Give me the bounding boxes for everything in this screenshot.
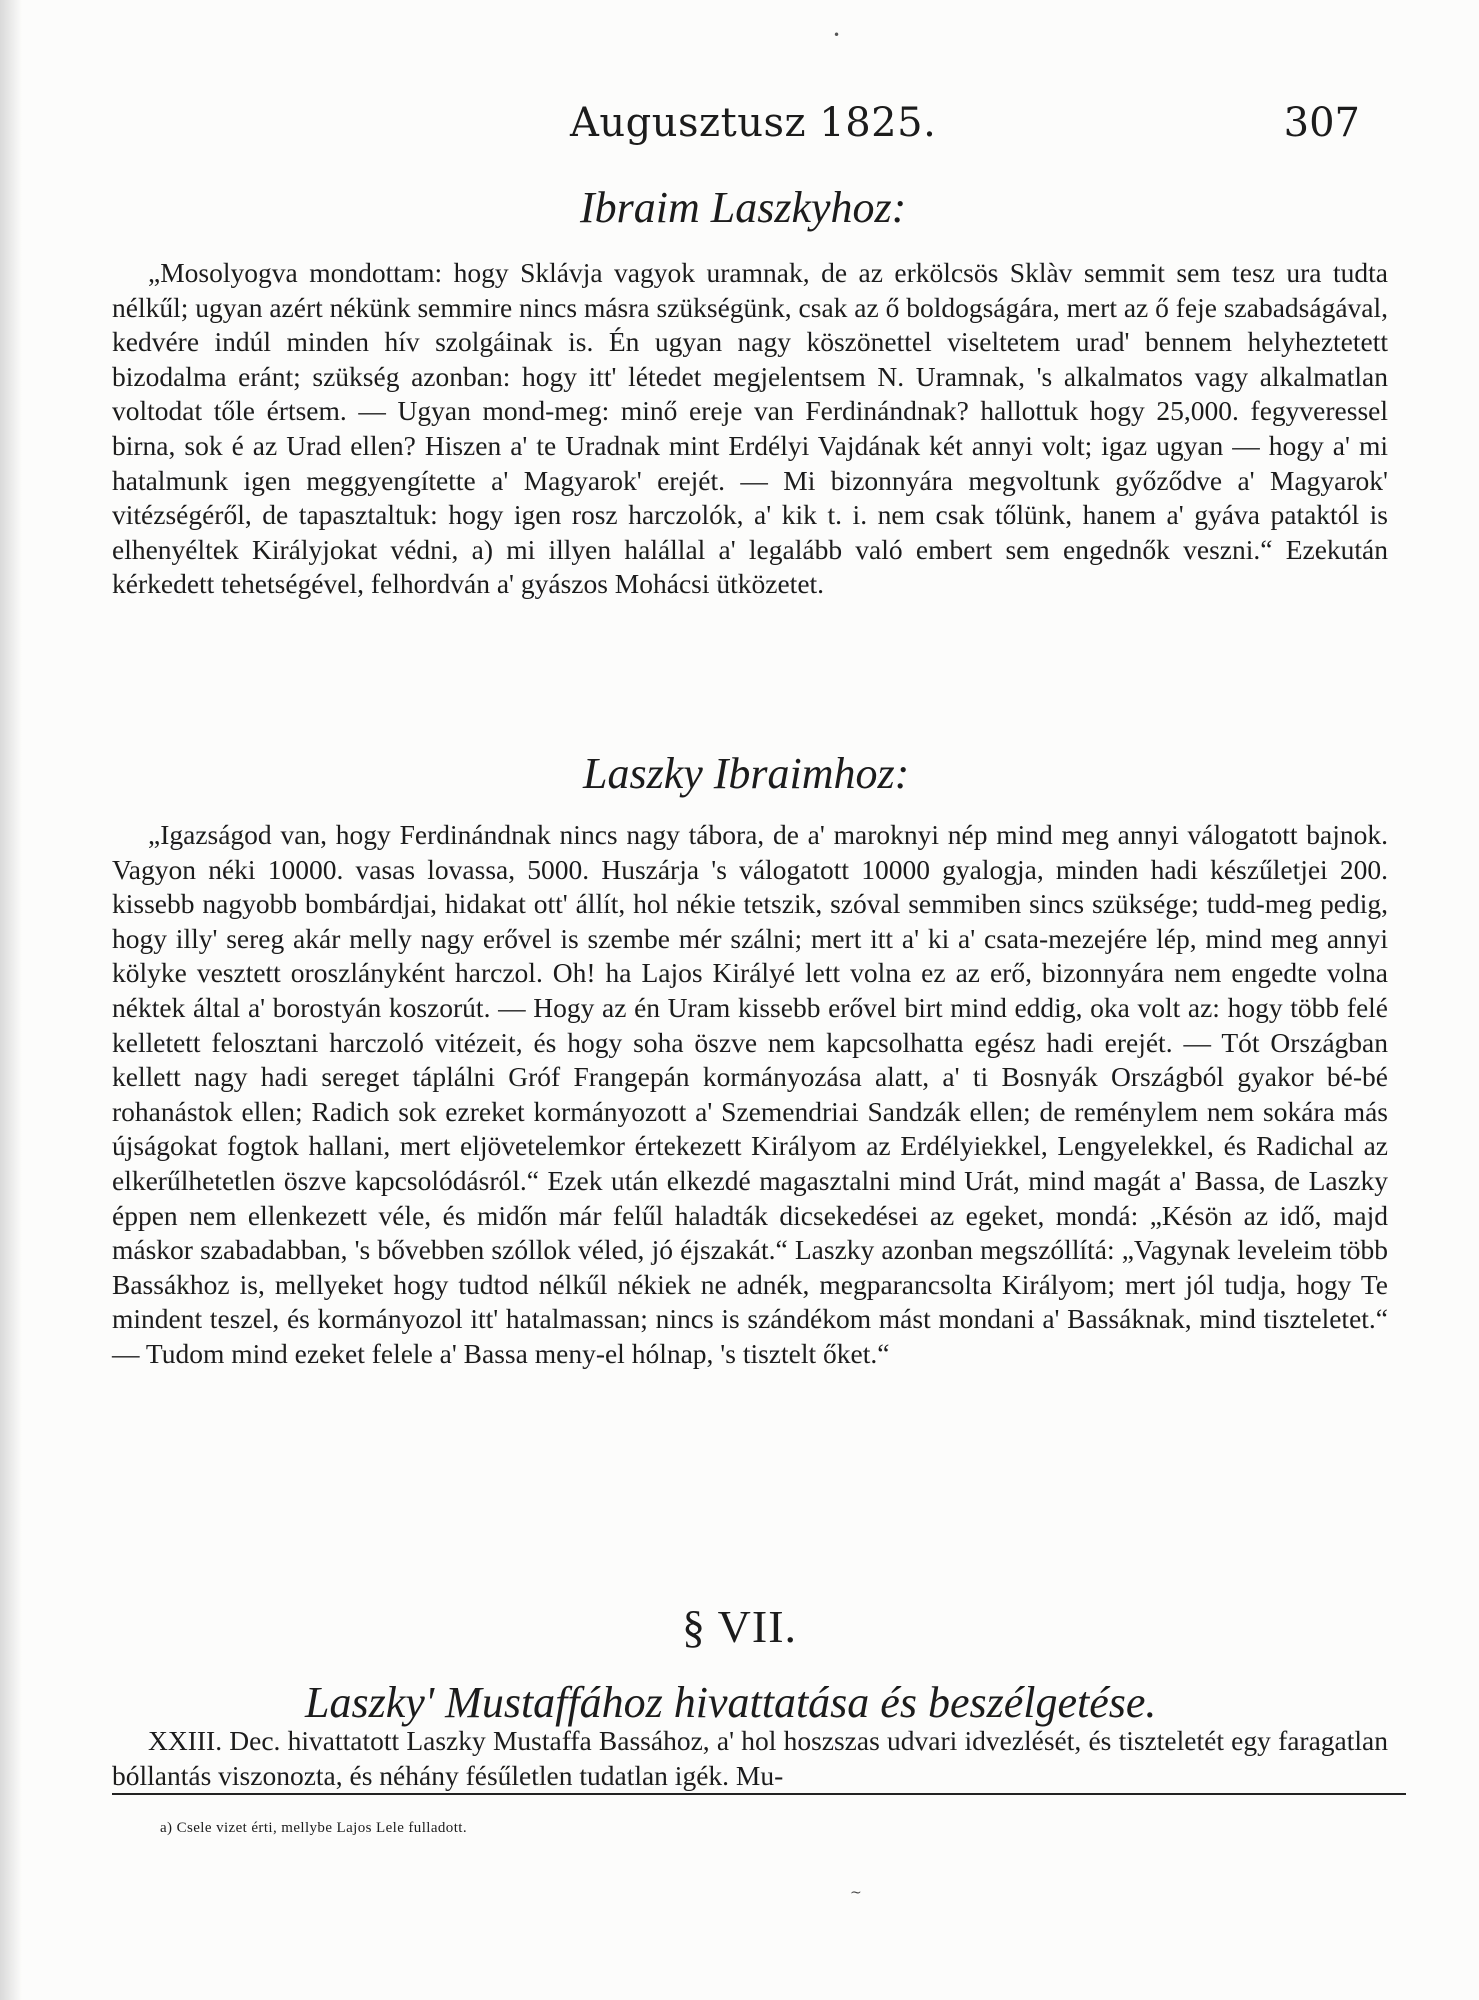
printer-mark: ~ xyxy=(850,1885,862,1901)
header-title: Augusztusz 1825. xyxy=(570,100,937,146)
paragraph-ibraim-speech: „Mosolyogva mondottam: hogy Sklávja vagyok uramnak, de az erkölcsös Sklàv semmit sem tesz ura tudta nélkűl; ugyan azért nékünk semmire nincs másra szükségünk, csak az ő boldogságára, mert az ő feje szabadságával, kedvére indúl minden hív szolgáinak is. Én ugyan nagy köszönettel viseltetem urad' bennem helyheztetett bizodalma eránt; szükség azonban: hogy itt' létedet megjelentsem N. Uramnak, 's alkalmatos vagy alkalmatlan voltodat tőle értsem. — Ugyan mond-meg: minő ereje van Ferdinándnak? hallottuk hogy 25,000. fegyveressel birna, sok é az Urad ellen? Hiszen a' te Uradnak mint Erdélyi Vajdának két annyi volt; igaz ugyan — hogy a' mi hatalmunk igen meggyengítette a' Magyarok' erejét. — Mi bizonnyára megvoltunk győződve a' Magyarok' vitézségéről, de tapasztaltuk: hogy igen rosz harczolók, a' kik t. i. nem csak tőlünk, hanem a' gyáva pataktól is elhenyéltek Királyjokat védni, a) mi illyen halállal a' legalább való embert sem engednők veszni.“ Ezekután kérkedett tehetségével, felhordván a' gyászos Mohácsi ütközetet. xyxy=(112,257,1388,600)
page-edge-shadow xyxy=(0,0,22,2000)
heading-ibraim-laszkyhoz: Ibraim Laszkyhoz: xyxy=(580,183,907,232)
paragraph-laszky-speech: „Igazságod van, hogy Ferdinándnak nincs nagy tábora, de a' maroknyi nép mind meg annyi válogatott bajnok. Vagyon néki 10000. vasas lovassa, 5000. Huszárja 's válogatott 10000 gyalogja, minden hadi készűletjei 200. kissebb nagyobb bombárdjai, hidakat ott' állít, hol nékie tetszik, szóval semmiben sincs szüksége; tudd-meg pedig, hogy illy' sereg akár melly nagy erővel is szembe mér szálni; mert itt a' ki a' csata-mezejére lép, mind meg annyi kölyke vesztett oroszlányként harczol. Oh! ha Lajos Királyé lett volna ez az erő, bizonnyára nem engedte volna néktek által a' borostyán koszorút. — Hogy az én Uram kissebb erővel birt mind eddig, oka volt az: hogy több felé kelletett felosztani harczoló vitézeit, és hogy soha öszve nem kapcsolhatta egész hadi erejét. — Tót Országban kellett nagy hadi sereget táplálni Gróf Frangepán kormányozása alatt, a' ti Bosnyák Országból gyakor bé-bé rohanástok ellen; Radich sok ezreket kormányozott a' Szemendriai Sandzák ellen; de reménylem nem sokára más újságokat fogtok hallani, mert eljövetelemkor értekezett Királyom az Erdélyiekkel, Lengyelekkel, és Radichal az elkerűlhetetlen öszve kapcsolódásról.“ Ezek után elkezdé magasztalni mind Urát, mind magát a' Bassa, de Laszky éppen nem ellenkezett véle, és midőn már felűl haladták dicsekedései az egeket, mondá: „Késön az idő, majd máskor szabadabban, 's bővebben szóllok véled, jó éjszakát.“ Laszky azonban megszóllítá: „Vagynak leveleim több Bassákhoz is, mellyeket hogy tudtod nélkűl nékiek ne adnék, megparancsolta Királyom; mert jól tudja, hogy Te mindent teszel, és kormányozol itt' hatalmassan; nincs is szándékom mást mondani a' Bassáknak, mind tiszteletet.“ — Tudom mind ezeket felele a' Bassa meny-el hólnap, 's tisztelt őket.“ xyxy=(112,819,1388,1369)
running-header xyxy=(570,100,1360,150)
footnote-rule xyxy=(112,1793,1406,1795)
footnote: a) Csele vizet érti, mellybe Lajos Lele fulladott. xyxy=(160,1820,467,1836)
paragraph-mustaffa: XXIII. Dec. hivattatott Laszky Mustaffa Bassához, a' hol hoszszas udvari idvezlését, és tiszteletét egy faragatlan bóllantás viszonozta, és néhány fésűletlen tudatlan igék. Mu- xyxy=(112,1725,1388,1791)
page-number: 307 xyxy=(1283,100,1360,146)
section-mark: § VII. xyxy=(681,1601,798,1652)
print-speck: • xyxy=(833,28,841,42)
section-heading: Laszky' Mustaffához hivattatása és beszélgetése. xyxy=(305,1678,1157,1727)
heading-laszky-ibraimhoz: Laszky Ibraimhoz: xyxy=(583,749,910,798)
